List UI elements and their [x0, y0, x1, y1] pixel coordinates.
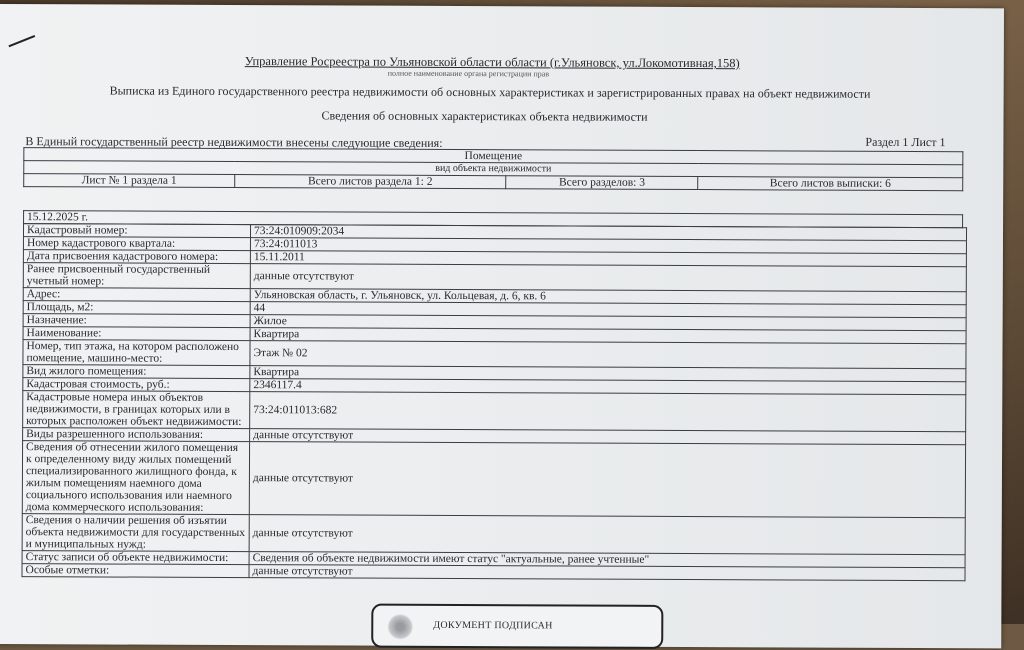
row-value: 2346117.4 — [250, 379, 966, 395]
object-type-caption: вид объекта недвижимости — [24, 161, 963, 178]
row-label: Виды разрешенного использования: — [23, 428, 250, 442]
row-label: Номер кадастрового квартала: — [23, 237, 250, 251]
coat-of-arms-icon — [387, 614, 413, 640]
row-value: Квартира — [250, 328, 966, 344]
row-label: Кадастровые номера иных объектов недвижимости, в границах которых или в которых расположен объект недвижимости: — [23, 391, 250, 429]
row-label: Площадь, м2: — [23, 301, 250, 315]
extract-date: 15.12.2025 г. — [24, 211, 963, 228]
object-header-table — [23, 147, 963, 191]
row-value: Квартира — [250, 366, 966, 382]
row-value: 73:24:011013 — [250, 238, 966, 254]
row-label: Статус записи об объекте недвижимости: — [22, 551, 249, 565]
row-label: Кадастровый номер: — [23, 224, 250, 238]
table-row — [22, 564, 965, 581]
row-value: 73:24:011013:682 — [250, 392, 966, 432]
row-value: данные отсутствуют — [250, 429, 966, 445]
row-label: Номер, тип этажа, на котором расположено помещение, машино-место: — [23, 340, 250, 366]
row-label: Кадастровая стоимость, руб.: — [23, 378, 250, 392]
row-value: Этаж № 02 — [250, 341, 966, 369]
table-row — [22, 514, 965, 555]
object-type: Помещение — [24, 148, 963, 165]
row-label: Наименование: — [23, 327, 250, 341]
characteristics-table — [21, 223, 967, 581]
row-value: Жилое — [250, 315, 966, 331]
sheet-number: Лист № 1 раздела 1 — [24, 174, 235, 188]
table-row — [22, 441, 965, 518]
signature-stamp — [371, 604, 663, 649]
row-value: данные отсутствуют — [250, 264, 966, 292]
row-value: 15.11.2011 — [250, 251, 966, 267]
row-value: Сведения об объекте недвижимости имеют статус "актуальные, ранее учтенные" — [249, 552, 965, 568]
table-row — [23, 391, 966, 432]
row-label: Вид жилого помещения: — [23, 365, 250, 379]
extract-title: Выписка из Единого государственного реестра недвижимости об основных характеристиках и зарегистрированных правах на объект недвижимости — [109, 83, 871, 101]
intro-text: В Единый государственный реестр недвижимости внесены следующие сведения: — [25, 134, 443, 150]
row-label: Назначение: — [23, 314, 250, 328]
document-sheet — [0, 4, 1004, 648]
section-title: Сведения об основных характеристиках объекта недвижимости — [321, 108, 648, 124]
row-value: 44 — [250, 302, 966, 318]
row-label: Ранее присвоенный государственный учетный номер: — [23, 263, 250, 289]
row-label: Адрес: — [23, 288, 250, 302]
section-sheet-label: Раздел 1 Лист 1 — [865, 134, 946, 150]
row-value: данные отсутствуют — [249, 442, 965, 518]
row-value: Ульяновская область, г. Ульяновск, ул. Кольцевая, д. 6, кв. 6 — [250, 289, 966, 305]
stamp-text: ДОКУМЕНТ ПОДПИСАН — [433, 619, 553, 632]
row-label: Сведения о наличии решения об изъятии объекта недвижимости для государственных и муниципальных нужд: — [22, 514, 249, 552]
authority-caption: полное наименование органа регистрации прав — [387, 68, 550, 79]
row-label: Сведения об отнесении жилого помещения к определенному виду жилых помещений специализированного жилищного фонда, к жилым помещениям наемного дома социального использования или наемного дома коммерческого использования: — [22, 441, 249, 515]
pen-mark — [8, 35, 35, 47]
registry-authority: Управление Росреестра по Ульяновской области области (г.Ульяновск, ул.Локомотивная,158) — [244, 54, 740, 71]
row-label: Особые отметки: — [22, 564, 249, 578]
total-sections: Всего разделов: 3 — [506, 176, 698, 190]
row-value: данные отсутствуют — [249, 565, 965, 581]
row-value: 73:24:010909:2034 — [250, 225, 966, 241]
total-extract-sheets: Всего листов выписки: 6 — [698, 177, 963, 191]
total-section-sheets: Всего листов раздела 1: 2 — [234, 175, 506, 189]
row-label: Дата присвоения кадастрового номера: — [23, 250, 250, 264]
row-value: данные отсутствуют — [249, 515, 965, 555]
